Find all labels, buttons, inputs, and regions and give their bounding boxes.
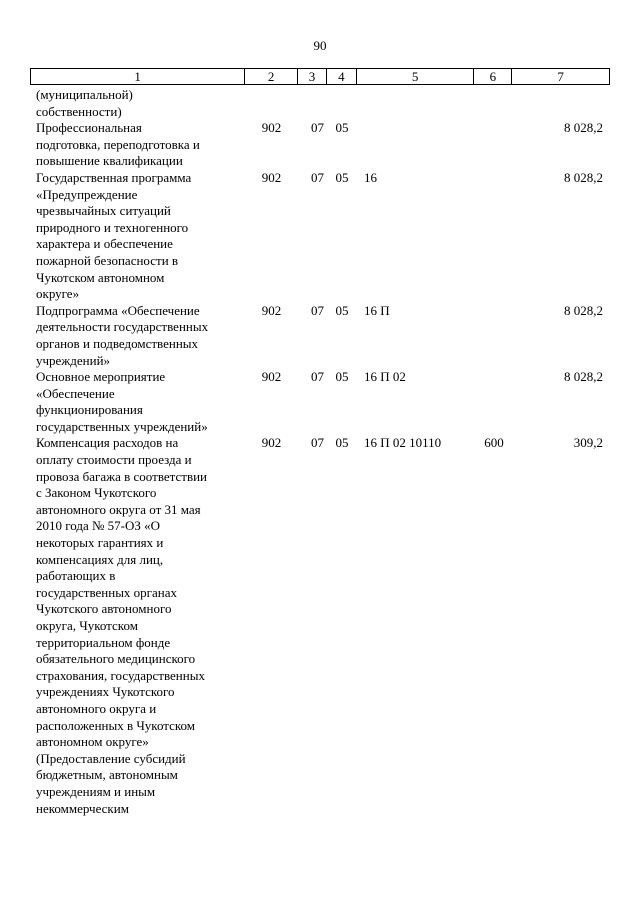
row-code-subsection: 05 [335,302,349,318]
row-name-line: оплату стоимости проезда и [36,452,192,468]
row-code-expense-type: 600 [484,435,504,451]
row-name-line: (Предоставление субсидий [36,750,186,766]
row-code-ministry: 902 [261,169,282,185]
row-code-target: 16 П [364,302,390,318]
row-code-section: 07 [311,302,324,318]
row-name-line: деятельности государственных [36,319,209,335]
row-code-ministry: 902 [261,302,282,318]
row-code-expense-type [475,303,513,369]
row-name [30,120,245,170]
row-code-target [357,87,475,120]
table-body [30,87,610,817]
row-name-line: государственных органах [36,584,178,600]
row-code-section: 07 [311,435,324,451]
row-name-line: компенсациях для лиц, [36,551,164,567]
row-name-line: территориальном фонде [36,634,171,650]
header-col-1: 1 [31,69,245,84]
header-col-6: 6 [474,69,512,84]
row-code-expense-type [475,170,513,303]
row-code-subsection: 05 [335,369,349,385]
row-code-subsection: 05 [335,435,349,451]
header-col-5: 5 [357,69,475,84]
row-amount: 8 028,2 [564,302,603,318]
row-name-line: Чукотского автономного [36,601,172,617]
header-col-7: 7 [557,69,564,84]
table-row [30,170,610,303]
row-name-line: Государственная программа [36,169,192,185]
row-code-section [298,87,327,120]
row-code-ministry [245,87,298,120]
row-name-line: собственности) [36,103,122,119]
row-name-line: автономного округа и [36,700,157,716]
row-name-line: учреждений» [36,352,111,368]
row-name-line: органов и подведомственных [36,335,199,351]
row-code-subsection: 05 [335,169,349,185]
row-name-line: Основное мероприятие [36,369,166,385]
row-name-line: учреждениях Чукотского [36,684,175,700]
row-name [30,369,245,435]
row-name-line: округе» [36,286,80,302]
row-name-line: автономном округе» [36,734,149,750]
row-name-line: Чукотском автономном [36,269,165,285]
row-code-section: 07 [311,169,324,185]
row-code-expense-type [475,120,513,170]
row-name [30,87,245,120]
row-code-expense-type [475,369,513,435]
table-row [30,369,610,435]
header-col-3: 3 [298,69,327,84]
row-name [30,170,245,303]
row-name-line: функционирования [36,402,143,418]
row-name-line: страхования, государственных [36,667,205,683]
row-code-expense-type [475,87,513,120]
row-amount: 8 028,2 [564,369,603,385]
row-code-subsection: 05 [335,120,349,136]
row-code-target: 16 П 02 [364,369,406,385]
row-code-section: 07 [311,369,324,385]
page-number: 90 [313,38,327,53]
table-row [30,303,610,369]
row-name-line: расположенных в Чукотском [36,717,196,733]
row-name-line: провоза багажа в соответствии [36,468,207,484]
table-row [30,435,610,817]
row-code-ministry: 902 [261,120,282,136]
row-name [30,303,245,369]
row-code-target: 16 П 02 10110 [364,435,442,451]
row-name-line: работающих в [36,568,116,584]
row-name [30,435,245,817]
row-amount: 309,2 [573,435,603,451]
row-name-line: природного и техногенного [36,219,189,235]
row-code-ministry: 902 [261,435,282,451]
row-name-line: некоторых гарантиях и [36,535,164,551]
row-name-line: Подпрограмма «Обеспечение [36,302,200,318]
header-col-2: 2 [245,69,298,84]
row-amount [513,87,610,120]
row-name-line: «Предупреждение [36,186,138,202]
row-code-section: 07 [311,120,324,136]
row-name-line: характера и обеспечение [36,236,173,252]
table-row [30,120,610,170]
row-name-line: чрезвычайных ситуаций [36,203,171,219]
header-col-4: 4 [327,69,357,84]
row-name-line: округа, Чукотском [36,618,138,633]
row-name-line: 2010 года № 57-ОЗ «О [36,518,161,534]
row-name-line: бюджетным, автономным [36,767,178,783]
row-amount: 8 028,2 [564,120,603,136]
row-name-line: государственных учреждений» [36,418,208,434]
row-name-line: Профессиональная [36,120,142,136]
table-header [30,68,610,85]
row-name-line: «Обеспечение [36,385,115,401]
row-name-line: учреждениям и иным [36,783,156,799]
row-code-target: 16 [364,169,377,185]
row-name-line: с Законом Чукотского [36,485,157,501]
row-name-line: (муниципальной) [36,87,133,102]
row-name-line: автономного округа от 31 мая [36,501,201,517]
row-code-target [357,120,475,170]
row-name-line: обязательного медицинского [36,651,196,667]
row-amount: 8 028,2 [564,169,603,185]
row-name-line: подготовка, переподготовка и [36,136,200,152]
row-name-line: пожарной безопасности в [36,252,179,268]
row-name-line: некоммерческим [36,800,129,816]
row-code-subsection [327,87,357,120]
row-code-ministry: 902 [261,369,282,385]
table-row [30,87,610,120]
row-name-line: Компенсация расходов на [36,435,179,451]
row-name-line: повышение квалификации [36,153,183,169]
